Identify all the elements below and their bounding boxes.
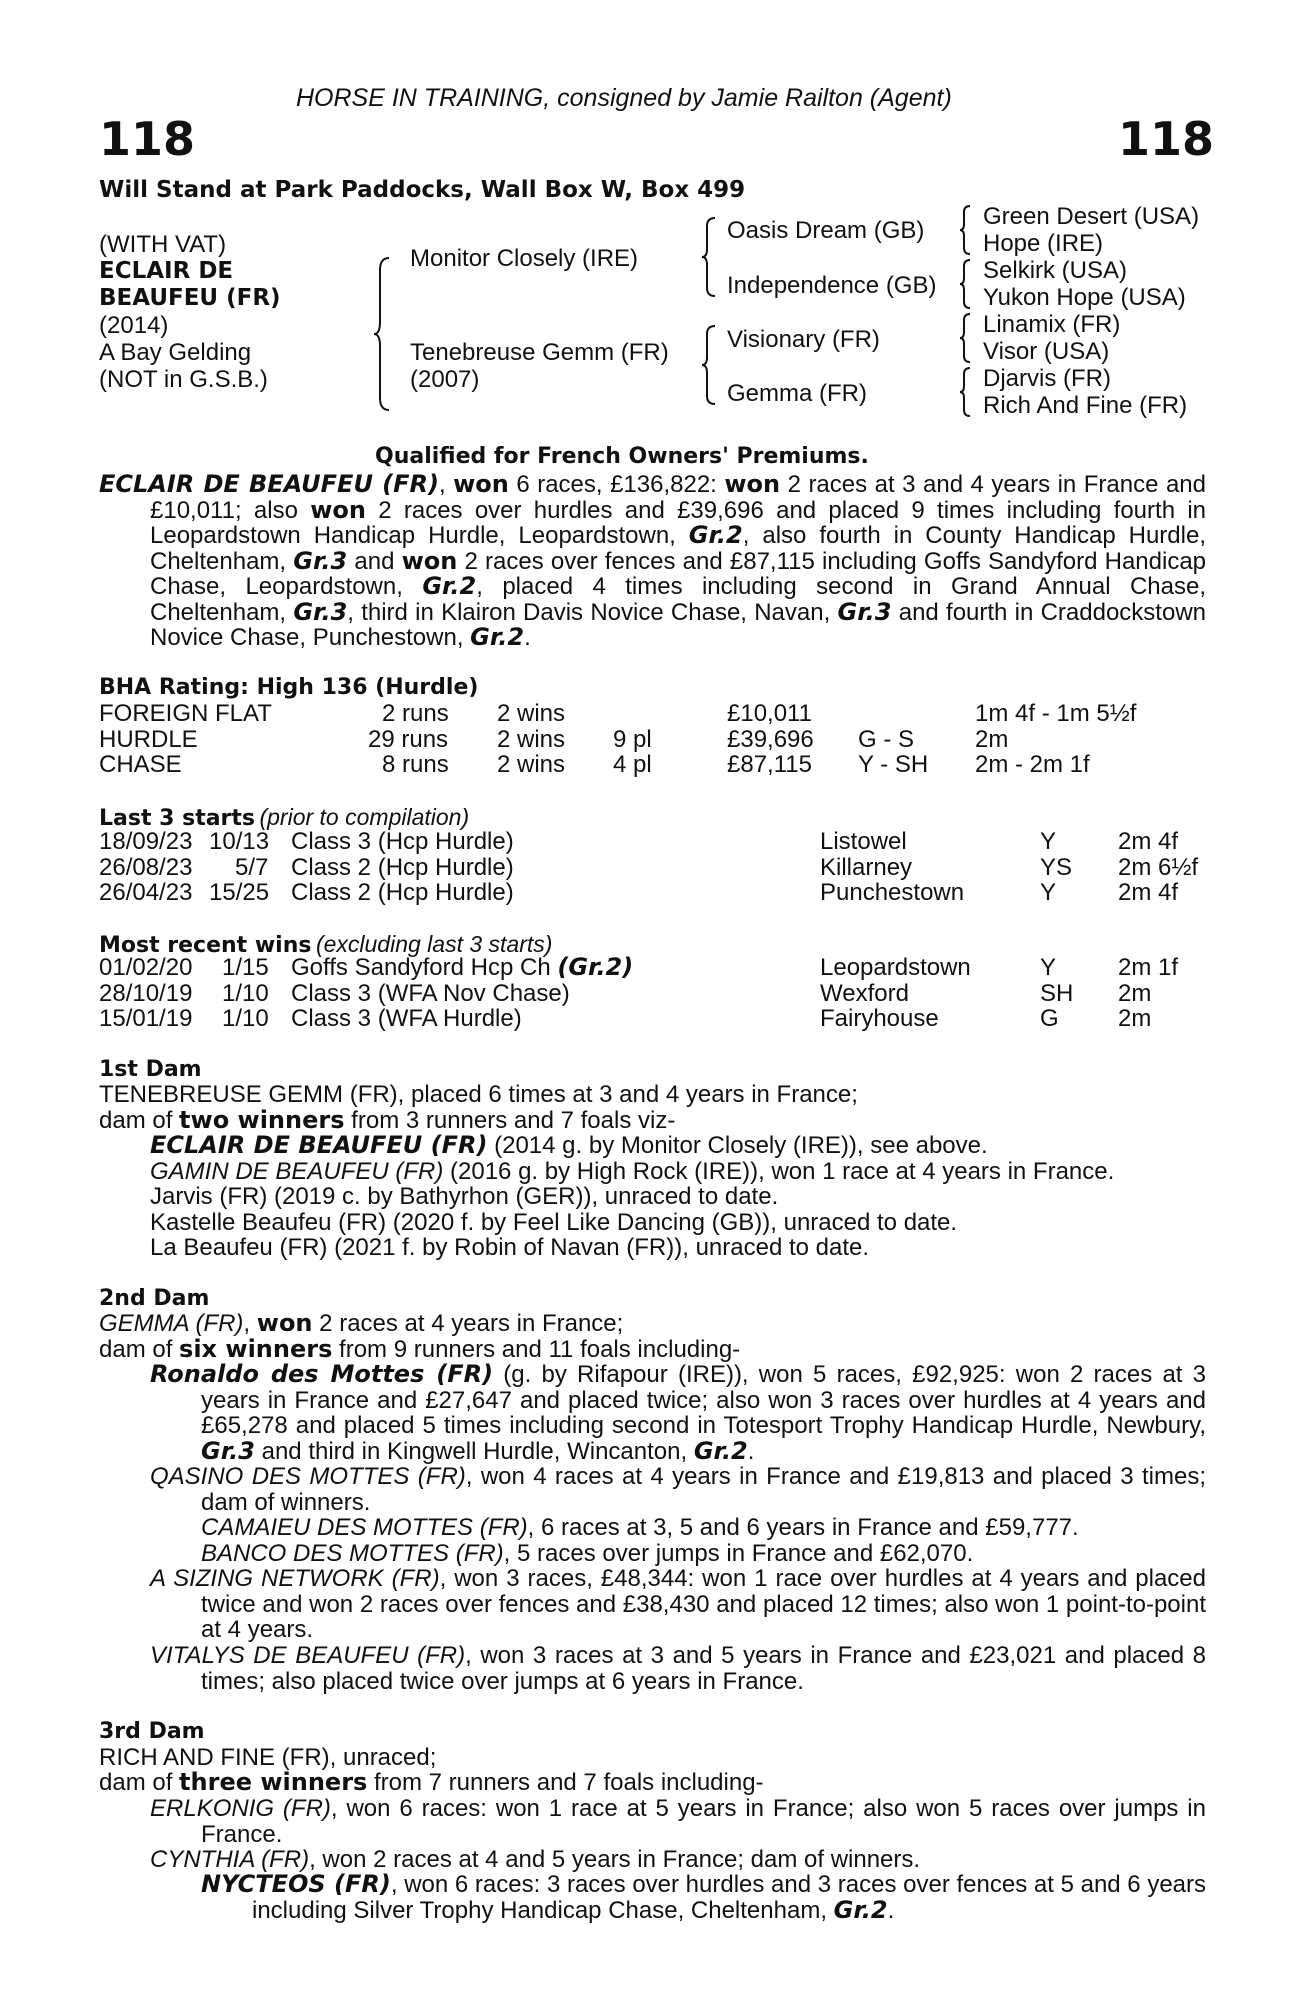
recent-wins-title: Most recent wins: [99, 933, 312, 958]
premiums-note: Qualified for French Owners' Premiums.: [375, 444, 869, 469]
winners-count: six winners: [179, 1335, 333, 1363]
ancestor-g3-7: Djarvis (FR): [983, 365, 1111, 392]
grade-label: Gr.2: [693, 1436, 748, 1465]
race-going: Y: [1040, 828, 1057, 855]
dam-text: ,: [243, 1310, 257, 1337]
produce-name: VITALYS DE BEAUFEU (FR): [150, 1642, 466, 1669]
race-course: Listowel: [820, 828, 907, 855]
grandsire-sire: Oasis Dream (GB): [727, 217, 925, 244]
race-position: 1/10: [222, 1005, 269, 1032]
produce-name: NYCTEOS (FR): [201, 1870, 391, 1898]
ancestor-g3-1: Green Desert (USA): [983, 203, 1200, 230]
summary-text: , third in Klairon Davis Novice Chase, Navan,: [347, 598, 838, 626]
bha-prize: £10,011: [727, 700, 812, 727]
produce-text: dam of: [99, 1336, 180, 1363]
horse-description: A Bay Gelding: [99, 339, 252, 366]
race-date: 18/09/23: [99, 828, 193, 855]
race-date: 26/04/23: [99, 879, 193, 906]
winners-count: three winners: [179, 1768, 368, 1796]
produce-text: , won 3 races at 3 and 5 years in France and £23,021 and placed 8 times; also placed twice over jumps at 6 years in France.: [201, 1642, 1206, 1695]
summary-text: 2 races over fences and £87,115 including Goffs Sandyford Handicap Chase, Leopardstown,: [150, 547, 1207, 600]
produce-text: dam of: [99, 1107, 180, 1134]
race-course: Punchestown: [820, 879, 965, 906]
race-class: Class 2 (Hcp Hurdle): [291, 854, 514, 881]
summary-horse-name: ECLAIR DE BEAUFEU (FR): [99, 470, 439, 498]
produce-text: from 3 runners and 7 foals viz-: [344, 1107, 676, 1134]
gsb-note: (NOT in G.S.B.): [99, 366, 268, 393]
race-distance: 2m 4f: [1118, 828, 1179, 855]
grade-label: Gr.2: [470, 623, 525, 651]
granddam-dam: Gemma (FR): [727, 380, 867, 407]
produce-text: dam of: [99, 1769, 180, 1796]
produce-text: , 6 races at 3, 5 and 6 years in France and £59,777.: [527, 1514, 1079, 1541]
produce-text: from 7 runners and 7 foals including-: [367, 1769, 764, 1796]
produce-text: (g. by Rifapour (IRE)), won 5 races, £92,925: won 2 races at 3 years in France and £27,647 and placed twice; also won 3 races over hurdles at 4 years and £65,278 and placed 5 times including second in Totesport Trophy Handicap Hurdle, Newbury,: [201, 1361, 1207, 1439]
foaling-year: (2014): [99, 312, 169, 339]
grade-label: Gr.3: [293, 546, 348, 575]
produce-text: (2016 g. by High Rock (IRE)), won 1 race at 4 years in France.: [443, 1158, 1115, 1185]
dam-name: Tenebreuse Gemm (FR): [410, 339, 669, 366]
ancestor-g3-6: Visor (USA): [983, 338, 1110, 365]
produce-name: BANCO DES MOTTES (FR): [201, 1540, 504, 1567]
horse-name-line1: ECLAIR DE: [99, 258, 234, 284]
second-dam-line: [99, 1311, 623, 1337]
grade-label: Gr.3: [201, 1436, 255, 1465]
ancestor-g3-8: Rich And Fine (FR): [983, 392, 1188, 419]
produce-item: [150, 1159, 1114, 1185]
race-going: SH: [1040, 980, 1074, 1007]
produce-text: and third in Kingwell Hurdle, Wincanton,: [254, 1437, 694, 1465]
race-going: Y: [1040, 954, 1057, 981]
bha-distance: 2m - 2m 1f: [975, 751, 1090, 778]
bha-wins: 2 wins: [497, 700, 566, 727]
produce-text: .: [747, 1437, 755, 1465]
won-label: won: [256, 1309, 313, 1337]
race-position: 5/7: [235, 854, 269, 881]
first-dam-heading: 1st Dam: [99, 1057, 202, 1082]
pedigree-brace-g3-4: [958, 366, 972, 418]
grade-label: (Gr.2): [557, 953, 634, 981]
produce-item: [201, 1872, 1206, 1923]
second-dam-produce: [99, 1337, 740, 1363]
race-name: [291, 955, 633, 981]
last3-title: Last 3 starts: [99, 806, 256, 831]
produce-text: , won 4 races at 4 years in France and £19,813 and placed 3 times; dam of winners.: [201, 1463, 1206, 1516]
race-distance: 2m: [1118, 1005, 1152, 1032]
third-dam-produce: [99, 1770, 764, 1796]
produce-item: [201, 1515, 1079, 1541]
produce-item: La Beaufeu (FR) (2021 f. by Robin of Navan (FR)), unraced to date.: [150, 1234, 870, 1261]
summary-text: 6 races, £136,822:: [508, 471, 725, 498]
produce-item: [150, 1796, 1206, 1847]
produce-item: [150, 1362, 1206, 1464]
bha-going: G - S: [858, 726, 915, 753]
race-position: 1/15: [222, 954, 269, 981]
bha-distance: 1m 4f - 1m 5½f: [975, 700, 1137, 727]
third-dam-heading: 3rd Dam: [99, 1719, 205, 1744]
race-distance: 2m 6½f: [1118, 854, 1199, 881]
horse-name-line2: BEAUFEU (FR): [99, 285, 281, 311]
grandsire-dam: Visionary (FR): [727, 326, 880, 353]
race-going: G: [1040, 1005, 1059, 1032]
recent-wins-subtitle: (excluding last 3 starts): [315, 931, 553, 957]
summary-won: won: [310, 495, 366, 524]
vat-note: (WITH VAT): [99, 231, 227, 258]
consignment-line: HORSE IN TRAINING, consigned by Jamie Railton (Agent): [296, 84, 952, 112]
box-location: Will Stand at Park Paddocks, Wall Box W, Box 499: [99, 177, 746, 203]
bha-wins: 2 wins: [497, 751, 566, 778]
pedigree-brace-g3-1: [958, 204, 972, 256]
third-dam-line: RICH AND FINE (FR), unraced;: [99, 1744, 437, 1771]
produce-name: ERLKONIG (FR): [150, 1795, 331, 1822]
produce-text: , won 3 races, £48,344: won 1 race over hurdles at 4 years and placed twice and won 2 races over fences and £38,430 and placed 12 times; also won 1 point-to-point at 4 years.: [201, 1565, 1206, 1643]
lot-number-right: 118: [1118, 112, 1215, 166]
produce-name: QASINO DES MOTTES (FR): [150, 1463, 466, 1490]
produce-text: (2014 g. by Monitor Closely (IRE)), see above.: [487, 1132, 988, 1159]
race-going: YS: [1040, 854, 1073, 881]
race-course: Fairyhouse: [820, 1005, 939, 1032]
produce-name: CAMAIEU DES MOTTES (FR): [201, 1514, 528, 1541]
bha-type: CHASE: [99, 751, 182, 778]
summary-text: 2 races at 3 and 4 years in France and £10,011; also: [150, 471, 1206, 524]
last3-subtitle: (prior to compilation): [259, 804, 470, 830]
summary-won: won: [401, 546, 458, 575]
produce-name: CYNTHIA (FR): [150, 1846, 310, 1873]
produce-text: , won 6 races: 3 races over hurdles and 3 races over fences at 5 and 6 years including Silver Trophy Handicap Chase, Cheltenham,: [252, 1871, 1207, 1924]
race-date: 26/08/23: [99, 854, 193, 881]
ancestor-g3-3: Selkirk (USA): [983, 257, 1128, 284]
race-record-summary: [99, 472, 1206, 651]
pedigree-brace-g3-2: [958, 258, 972, 310]
summary-text: and fourth in Craddockstown Novice Chase, Punchestown,: [150, 598, 1206, 651]
produce-text: , won 2 races at 4 and 5 years in France; dam of winners.: [309, 1846, 921, 1873]
sire-name: Monitor Closely (IRE): [410, 245, 639, 272]
produce-text: .: [887, 1896, 895, 1924]
first-dam-produce: [99, 1108, 675, 1134]
summary-text: and: [347, 547, 402, 575]
pedigree-brace-dam: [700, 324, 718, 406]
race-course: Wexford: [820, 980, 909, 1007]
race-going: Y: [1040, 879, 1057, 906]
bha-distance: 2m: [975, 726, 1009, 753]
race-distance: 2m: [1118, 980, 1152, 1007]
produce-name: A SIZING NETWORK (FR): [150, 1565, 440, 1592]
produce-text: , won 6 races: won 1 race at 5 years in France; also won 5 races over jumps in France.: [201, 1795, 1206, 1848]
bha-prize: £87,115: [727, 751, 812, 778]
bha-runs: 2 runs: [382, 700, 449, 727]
race-date: 01/02/20: [99, 954, 193, 981]
race-class: Class 2 (Hcp Hurdle): [291, 879, 514, 906]
grade-label: Gr.2: [688, 521, 743, 549]
ancestor-g3-4: Yukon Hope (USA): [983, 284, 1186, 311]
grade-label: Gr.2: [833, 1895, 888, 1924]
produce-item: [150, 1566, 1206, 1643]
race-distance: 2m 4f: [1118, 879, 1179, 906]
produce-item: [150, 1133, 988, 1159]
dam-year: (2007): [410, 366, 480, 393]
produce-item: Jarvis (FR) (2019 c. by Bathyrhon (GER)), unraced to date.: [150, 1183, 779, 1210]
race-date: 15/01/19: [99, 1005, 193, 1032]
lot-number-left: 118: [99, 112, 196, 166]
bha-type: HURDLE: [99, 726, 198, 753]
ancestor-g3-2: Hope (IRE): [983, 230, 1104, 257]
ancestor-g3-5: Linamix (FR): [983, 311, 1121, 338]
summary-text: 2 races over hurdles and £39,696 and placed 9 times including fourth in Leopardstown Handicap Hurdle, Leopardstown,: [150, 496, 1206, 549]
summary-text: ,: [438, 471, 454, 498]
produce-item: Kastelle Beaufeu (FR) (2020 f. by Feel Like Dancing (GB)), unraced to date.: [150, 1209, 958, 1236]
last3-heading: [99, 804, 469, 831]
bha-prize: £39,696: [727, 726, 814, 753]
grade-label: Gr.2: [422, 572, 477, 600]
race-position: 10/13: [209, 828, 270, 855]
race-position: 1/10: [222, 980, 269, 1007]
dam-name: GEMMA (FR): [99, 1310, 244, 1337]
race-date: 28/10/19: [99, 980, 193, 1007]
bha-placed: 4 pl: [613, 751, 652, 778]
produce-name: Ronaldo des Mottes (FR): [150, 1360, 494, 1388]
first-dam-line: TENEBREUSE GEMM (FR), placed 6 times at 3 and 4 years in France;: [99, 1081, 858, 1108]
bha-placed: 9 pl: [613, 726, 652, 753]
summary-text: , also fourth in County Handicap Hurdle, Cheltenham,: [150, 522, 1206, 575]
winners-count: two winners: [179, 1106, 345, 1134]
pedigree-brace-g3-3: [958, 312, 972, 364]
race-distance: 2m 1f: [1118, 954, 1179, 981]
race-course: Killarney: [820, 854, 913, 881]
race-position: 15/25: [209, 879, 270, 906]
bha-going: Y - SH: [858, 751, 929, 778]
produce-name: ECLAIR DE BEAUFEU (FR): [150, 1131, 488, 1159]
produce-item: [201, 1541, 973, 1567]
summary-won: won: [453, 470, 509, 498]
summary-won: won: [724, 470, 781, 498]
produce-item: [150, 1464, 1206, 1515]
bha-rating-title: BHA Rating: High 136 (Hurdle): [99, 675, 479, 700]
race-name: Class 3 (WFA Hurdle): [291, 1005, 522, 1032]
granddam-sire: Independence (GB): [727, 272, 937, 299]
race-title: Goffs Sandyford Hcp Ch: [291, 954, 558, 981]
grade-label: Gr.3: [837, 597, 892, 626]
produce-item: [150, 1847, 920, 1873]
summary-text: .: [524, 624, 531, 651]
bha-runs: 29 runs: [368, 726, 449, 753]
pedigree-brace-sire: [700, 216, 718, 298]
produce-text: , 5 races over jumps in France and £62,070.: [503, 1540, 974, 1567]
summary-text: , placed 4 times including second in Grand Annual Chase, Cheltenham,: [150, 573, 1206, 626]
produce-item: [150, 1643, 1206, 1694]
pedigree-brace-main: [372, 256, 392, 412]
produce-text: from 9 runners and 11 foals including-: [332, 1336, 741, 1363]
grade-label: Gr.3: [293, 597, 348, 626]
dam-text: 2 races at 4 years in France;: [312, 1310, 624, 1337]
race-name: Class 3 (WFA Nov Chase): [291, 980, 570, 1007]
bha-type: FOREIGN FLAT: [99, 700, 272, 727]
produce-name: GAMIN DE BEAUFEU (FR): [150, 1158, 444, 1185]
race-course: Leopardstown: [820, 954, 971, 981]
second-dam-heading: 2nd Dam: [99, 1286, 210, 1311]
race-class: Class 3 (Hcp Hurdle): [291, 828, 514, 855]
bha-wins: 2 wins: [497, 726, 566, 753]
bha-runs: 8 runs: [382, 751, 449, 778]
